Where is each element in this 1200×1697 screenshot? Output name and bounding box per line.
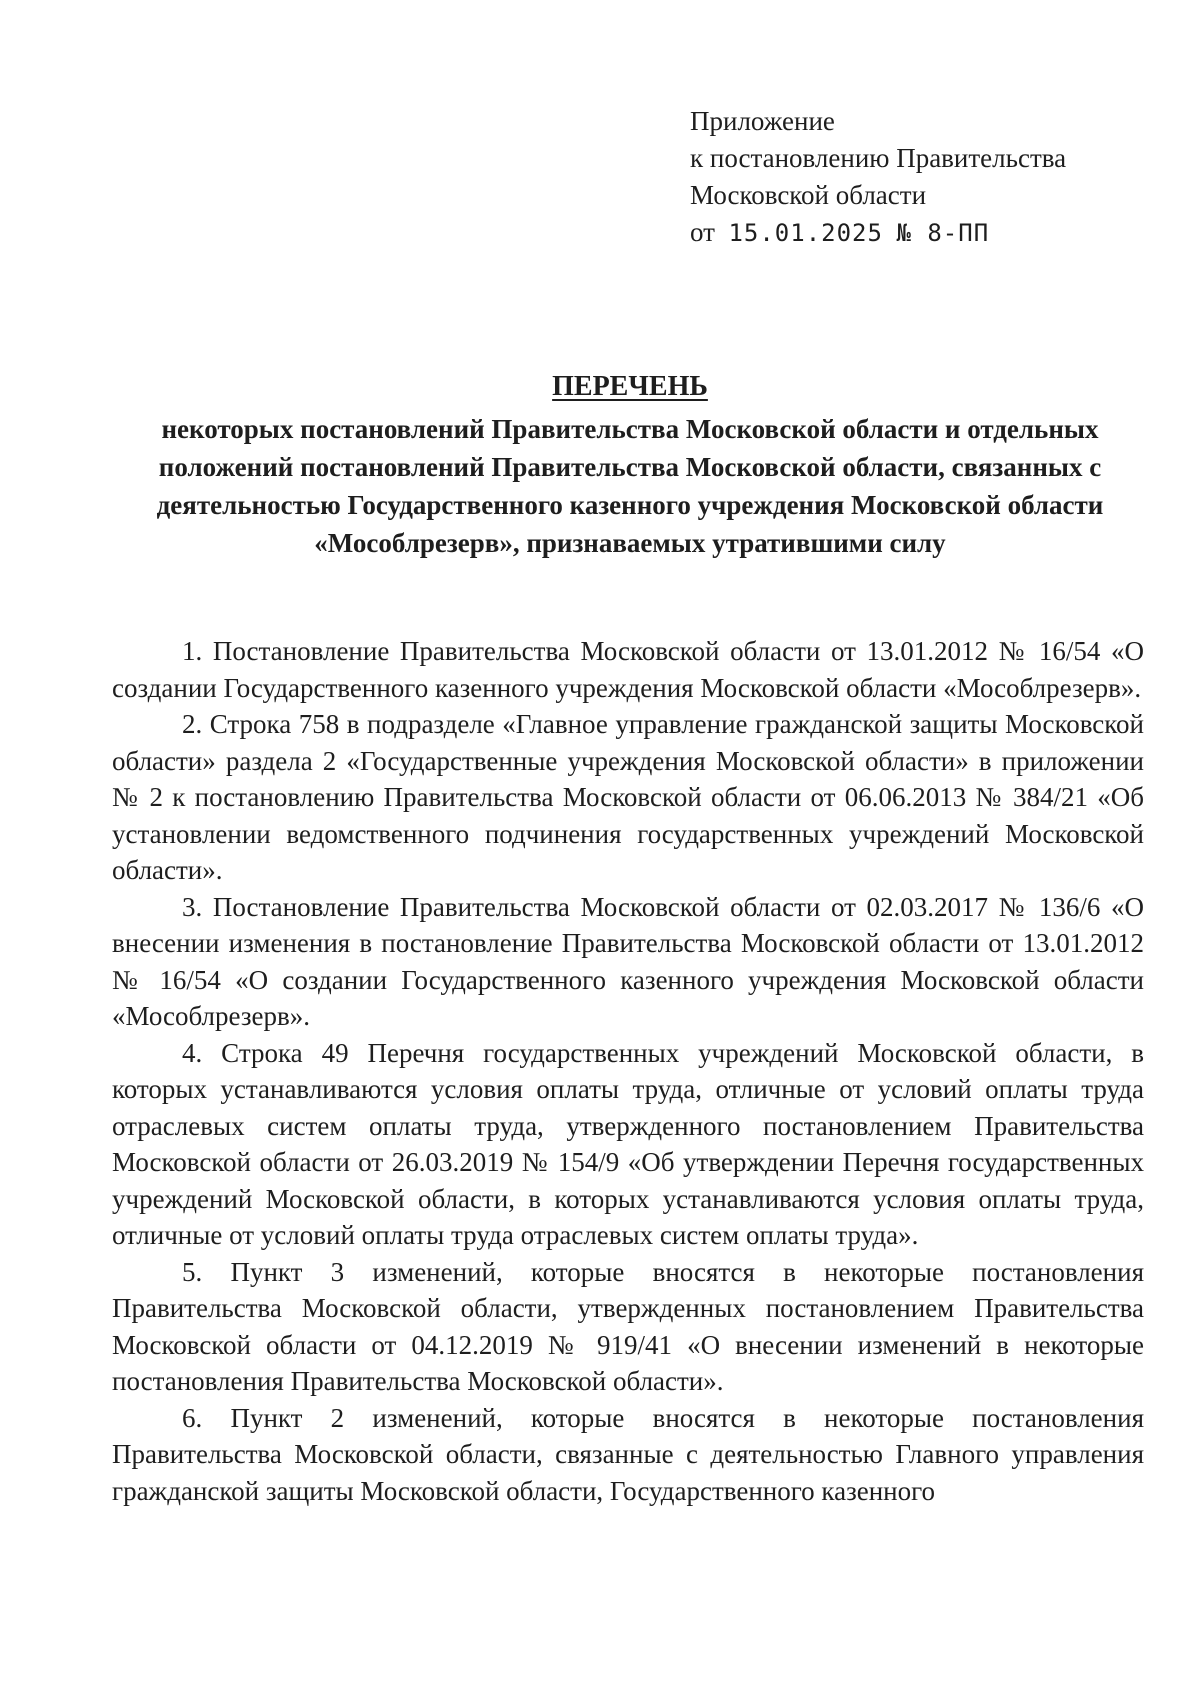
list-item: 2. Строка 758 в подразделе «Главное управление гражданской защиты Московской области» раздела 2 «Государственные учреждения Московской области» в приложении № 2 к постановлению Правительства Московской области от 06.06.2013 № 384/21 «Об установлении ведомственного подчинения государственных учреждений Московской области».: [112, 709, 1144, 885]
document-body: [112, 633, 1144, 1509]
appendix-reference: к постановлению Правительства: [690, 143, 1067, 173]
appendix-date: 15.01.2025: [728, 219, 883, 247]
list-item: 4. Строка 49 Перечня государственных учреждений Московской области, в которых устанавливаются условия оплаты труда, отличные от условий оплаты труда отраслевых систем оплаты труда, утвержденного постановлением Правительства Московской области от 26.03.2019 № 154/9 «Об утверждении Перечня государственных учреждений Московской области, в которых устанавливаются условия оплаты труда, отличные от условий оплаты труда отраслевых систем оплаты труда».: [112, 1037, 1144, 1250]
appendix-date-prefix: от: [690, 217, 715, 247]
list-item: 5. Пункт 3 изменений, которые вносятся в некоторые постановления Правительства Московской области, утвержденных постановлением Правительства Московской области от 04.12.2019 № 919/41 «О внесении изменений в некоторые постановления Правительства Московской области».: [112, 1256, 1144, 1396]
list-item: 1. Постановление Правительства Московской области от 13.01.2012 № 16/54 «О создании Государственного казенного учреждения Московской области «Мособлрезерв».: [112, 636, 1144, 703]
appendix-date-line: [690, 214, 1160, 252]
appendix-header: [690, 103, 1160, 252]
list-item: 3. Постановление Правительства Московской области от 02.03.2017 № 136/6 «О внесении изменения в постановление Правительства Московской области от 13.01.2012 № 16/54 «О создании Государственного казенного учреждения Московской области «Мособлрезерв».: [112, 891, 1144, 1031]
appendix-number: № 8-ПП: [896, 219, 990, 247]
list-item: 6. Пункт 2 изменений, которые вносятся в некоторые постановления Правительства Московской области, связанные с деятельностью Главного управления гражданской защиты Московской области, Государственного казенного: [112, 1402, 1144, 1506]
document-title: ПЕРЕЧЕНЬ: [552, 371, 708, 402]
appendix-region: Московской области: [690, 180, 927, 210]
document-subtitle: некоторых постановлений Правительства Московской области и отдельных положений постановлений Правительства Московской области, связанных с деятельностью Государственного казенного учреждения Московской области «Мособлрезерв», признаваемых утратившими силу: [156, 414, 1104, 558]
appendix-label: Приложение: [690, 106, 835, 136]
document-title-block: [110, 368, 1150, 562]
